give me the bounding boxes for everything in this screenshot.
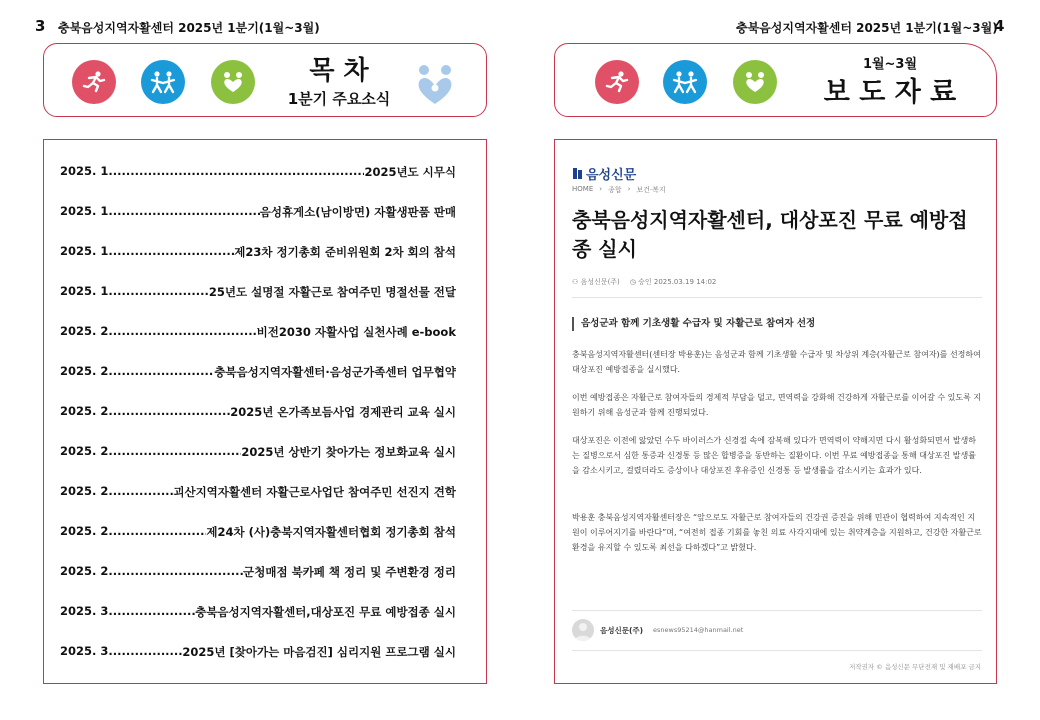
toc-entry-title: 25년도 설명절 자활근로 참여주민 명절선물 전달 bbox=[208, 285, 456, 299]
toc-row bbox=[60, 604, 456, 620]
article-box bbox=[554, 139, 997, 684]
toc-entry-title: 비전2030 자활사업 실천사례 e-book bbox=[256, 325, 456, 339]
toc-leader-dots bbox=[108, 324, 256, 340]
clock-icon: ◷ bbox=[629, 278, 636, 286]
toc-entry-title: 제23차 정기총회 준비위원회 2차 회의 참석 bbox=[234, 245, 456, 259]
runner-icon bbox=[72, 60, 116, 104]
approved-meta bbox=[630, 277, 717, 287]
runner-icon bbox=[595, 60, 639, 104]
toc-leader-dots bbox=[108, 364, 214, 380]
toc-leader-dots bbox=[108, 444, 241, 460]
toc-entry-title: 2025년 온가족보듬사업 경제관리 교육 실시 bbox=[230, 405, 456, 419]
article-paragraph: 박용훈 충북음성지역자활센터장은 “앞으로도 자활근로 참여자들의 건강권 증진을 위해 민관이 협력하여 지속적인 지원이 이루어지기를 바란다”며, “여전히 접종 기회를 놓친 의료 사각지대에 있는 취약계층을 지원하고, 건강한 자활근로 환경을 유지할 수 있도록 최선을 다하겠다”고 밝혔다. bbox=[572, 513, 982, 552]
toc-date: 2025. 2 bbox=[60, 564, 109, 578]
article-paragraph: 대상포진은 이전에 앓았던 수두 바이러스가 신경절 속에 잠복해 있다가 면역력이 약해지면 다시 활성화되면서 발생하는 질병으로서 심한 통증과 신경통 등 많은 합병증을 동반하는 질환이다. 이번 무료 예방접종을 통해 대상포진 발생률을 감소시키고, 걸렸더라도 증상이나 대상포진 후유증인 신경통 등 발생률을 감소시키는 효과가 있다. bbox=[572, 436, 976, 475]
toc-entry-title: 2025년 [찾아가는 마음검진] 심리지원 프로그램 실시 bbox=[182, 645, 456, 659]
toc-date: 2025. 2 bbox=[60, 364, 109, 378]
toc-leader-dots bbox=[108, 604, 195, 620]
toc-entry-title: 제24차 (사)충북지역자활센터협회 정기총회 참석 bbox=[206, 525, 456, 539]
author-name: 음성신문(주) bbox=[580, 278, 620, 286]
toc-date: 2025. 3 bbox=[60, 644, 109, 658]
people-icon bbox=[141, 60, 185, 104]
user-icon: ⚇ bbox=[572, 278, 579, 286]
right-title-box bbox=[554, 43, 997, 117]
toc-entry-title: 괴산지역자활센터 자활근로사업단 참여주민 선진지 견학 bbox=[173, 485, 456, 499]
toc-row bbox=[60, 444, 456, 460]
toc-row bbox=[60, 244, 456, 260]
meta-divider bbox=[572, 297, 982, 298]
toc-row bbox=[60, 644, 456, 660]
toc-leader-dots bbox=[108, 484, 173, 500]
toc-date: 2025. 2 bbox=[60, 444, 109, 458]
toc-row bbox=[60, 324, 456, 340]
article-meta bbox=[572, 277, 716, 287]
breadcrumb-home[interactable]: HOME bbox=[572, 185, 594, 193]
toc-leader-dots bbox=[108, 164, 364, 180]
toc-subtitle: 1분기 주요소식 bbox=[287, 90, 391, 108]
toc-date: 2025. 3 bbox=[60, 604, 109, 618]
article-paragraph: 이번 예방접종은 자활근로 참여자들의 경제적 부담을 덜고, 면역력을 강화해 건강하게 자활근로를 이어갈 수 있도록 지원하기 위해 음성군과 함께 진행되었다. bbox=[572, 393, 982, 417]
author-avatar bbox=[572, 619, 594, 641]
left-page-number: 3 bbox=[35, 17, 46, 35]
footer-divider bbox=[572, 650, 982, 651]
toc-date: 2025. 1 bbox=[60, 244, 109, 258]
people-icon bbox=[663, 60, 707, 104]
toc-date: 2025. 2 bbox=[60, 524, 109, 538]
toc-date: 2025. 2 bbox=[60, 324, 109, 338]
toc-title: 목 차 bbox=[309, 56, 369, 86]
toc-leader-dots bbox=[108, 244, 234, 260]
toc-leader-dots bbox=[108, 204, 259, 220]
toc-date: 2025. 1 bbox=[60, 164, 109, 178]
press-period: 1월~3월 bbox=[862, 57, 918, 72]
toc-entry-title: 군청매점 북카페 책 정리 및 주변환경 정리 bbox=[243, 565, 456, 579]
footer-author: 음성신문(주) bbox=[600, 626, 644, 635]
newspaper-logo-text: 음성신문 bbox=[586, 168, 637, 183]
left-page-header: 충북음성지역자활센터 2025년 1분기(1월~3월) bbox=[58, 21, 320, 35]
right-page-number: 4 bbox=[994, 17, 1005, 35]
press-title: 보 도 자 료 bbox=[823, 77, 957, 108]
author-meta bbox=[572, 277, 620, 287]
right-page-header: 충북음성지역자활센터 2025년 1분기(1월~3월) bbox=[736, 21, 998, 35]
breadcrumb-section[interactable]: 종합 bbox=[608, 186, 622, 194]
family-heart-icon bbox=[211, 60, 255, 104]
toc-entry-title: 2025년도 시무식 bbox=[364, 165, 456, 179]
article-headline: 충북음성지역자활센터, 대상포진 무료 예방접종 실시 bbox=[572, 208, 968, 261]
breadcrumb-separator: › bbox=[627, 185, 631, 193]
toc-date: 2025. 1 bbox=[60, 204, 109, 218]
toc-row bbox=[60, 284, 456, 300]
breadcrumb bbox=[572, 185, 666, 195]
article-subheading bbox=[572, 317, 991, 331]
toc-date: 2025. 2 bbox=[60, 484, 109, 498]
toc-row bbox=[60, 404, 456, 420]
toc-leader-dots bbox=[108, 404, 230, 420]
article-paragraph: 충북음성지역자활센터(센터장 박용훈)는 음성군과 함께 기초생활 수급자 및 차상위 계층(자활근로 참여자)를 선정하여 대상포진 예방접종을 실시했다. bbox=[572, 350, 981, 374]
newspaper-logo bbox=[572, 164, 636, 183]
toc-row bbox=[60, 524, 456, 540]
toc-row bbox=[60, 164, 456, 180]
author-divider bbox=[572, 610, 982, 611]
family-heart-icon bbox=[733, 60, 777, 104]
toc-row bbox=[60, 564, 456, 580]
toc-row bbox=[60, 204, 456, 220]
family-logo-icon bbox=[414, 62, 456, 110]
left-title-box bbox=[43, 43, 487, 117]
toc-entry-title: 음성휴게소(남이방면) 자활생판품 판매 bbox=[259, 205, 456, 219]
toc-date: 2025. 2 bbox=[60, 404, 109, 418]
subheading-text: 음성군과 함께 기초생활 수급자 및 자활근로 참여자 선정 bbox=[581, 318, 816, 329]
breadcrumb-separator: › bbox=[599, 185, 603, 193]
toc-leader-dots bbox=[108, 284, 209, 300]
toc-leader-dots bbox=[108, 524, 206, 540]
breadcrumb-category[interactable]: 보건·복지 bbox=[636, 186, 666, 194]
toc-leader-dots bbox=[108, 564, 243, 580]
toc-row bbox=[60, 364, 456, 380]
toc-entry-title: 2025년 상반기 찾아가는 정보화교육 실시 bbox=[241, 445, 456, 459]
toc-entry-title: 충북음성지역자활센터,대상포진 무료 예방접종 실시 bbox=[195, 605, 456, 619]
toc-row bbox=[60, 484, 456, 500]
toc-date: 2025. 1 bbox=[60, 284, 109, 298]
footer-email[interactable]: esnews95214@hanmail.net bbox=[653, 626, 744, 634]
approved-time: 승인 2025.03.19 14:02 bbox=[638, 278, 717, 286]
toc-leader-dots bbox=[108, 644, 182, 660]
toc-entry-title: 충북음성지역자활센터·음성군가족센터 업무협약 bbox=[214, 365, 456, 379]
copyright-notice: 저작권자 © 음성신문 무단전재 및 재배포 금지 bbox=[849, 663, 981, 671]
newspaper-logo-icon bbox=[572, 167, 583, 180]
